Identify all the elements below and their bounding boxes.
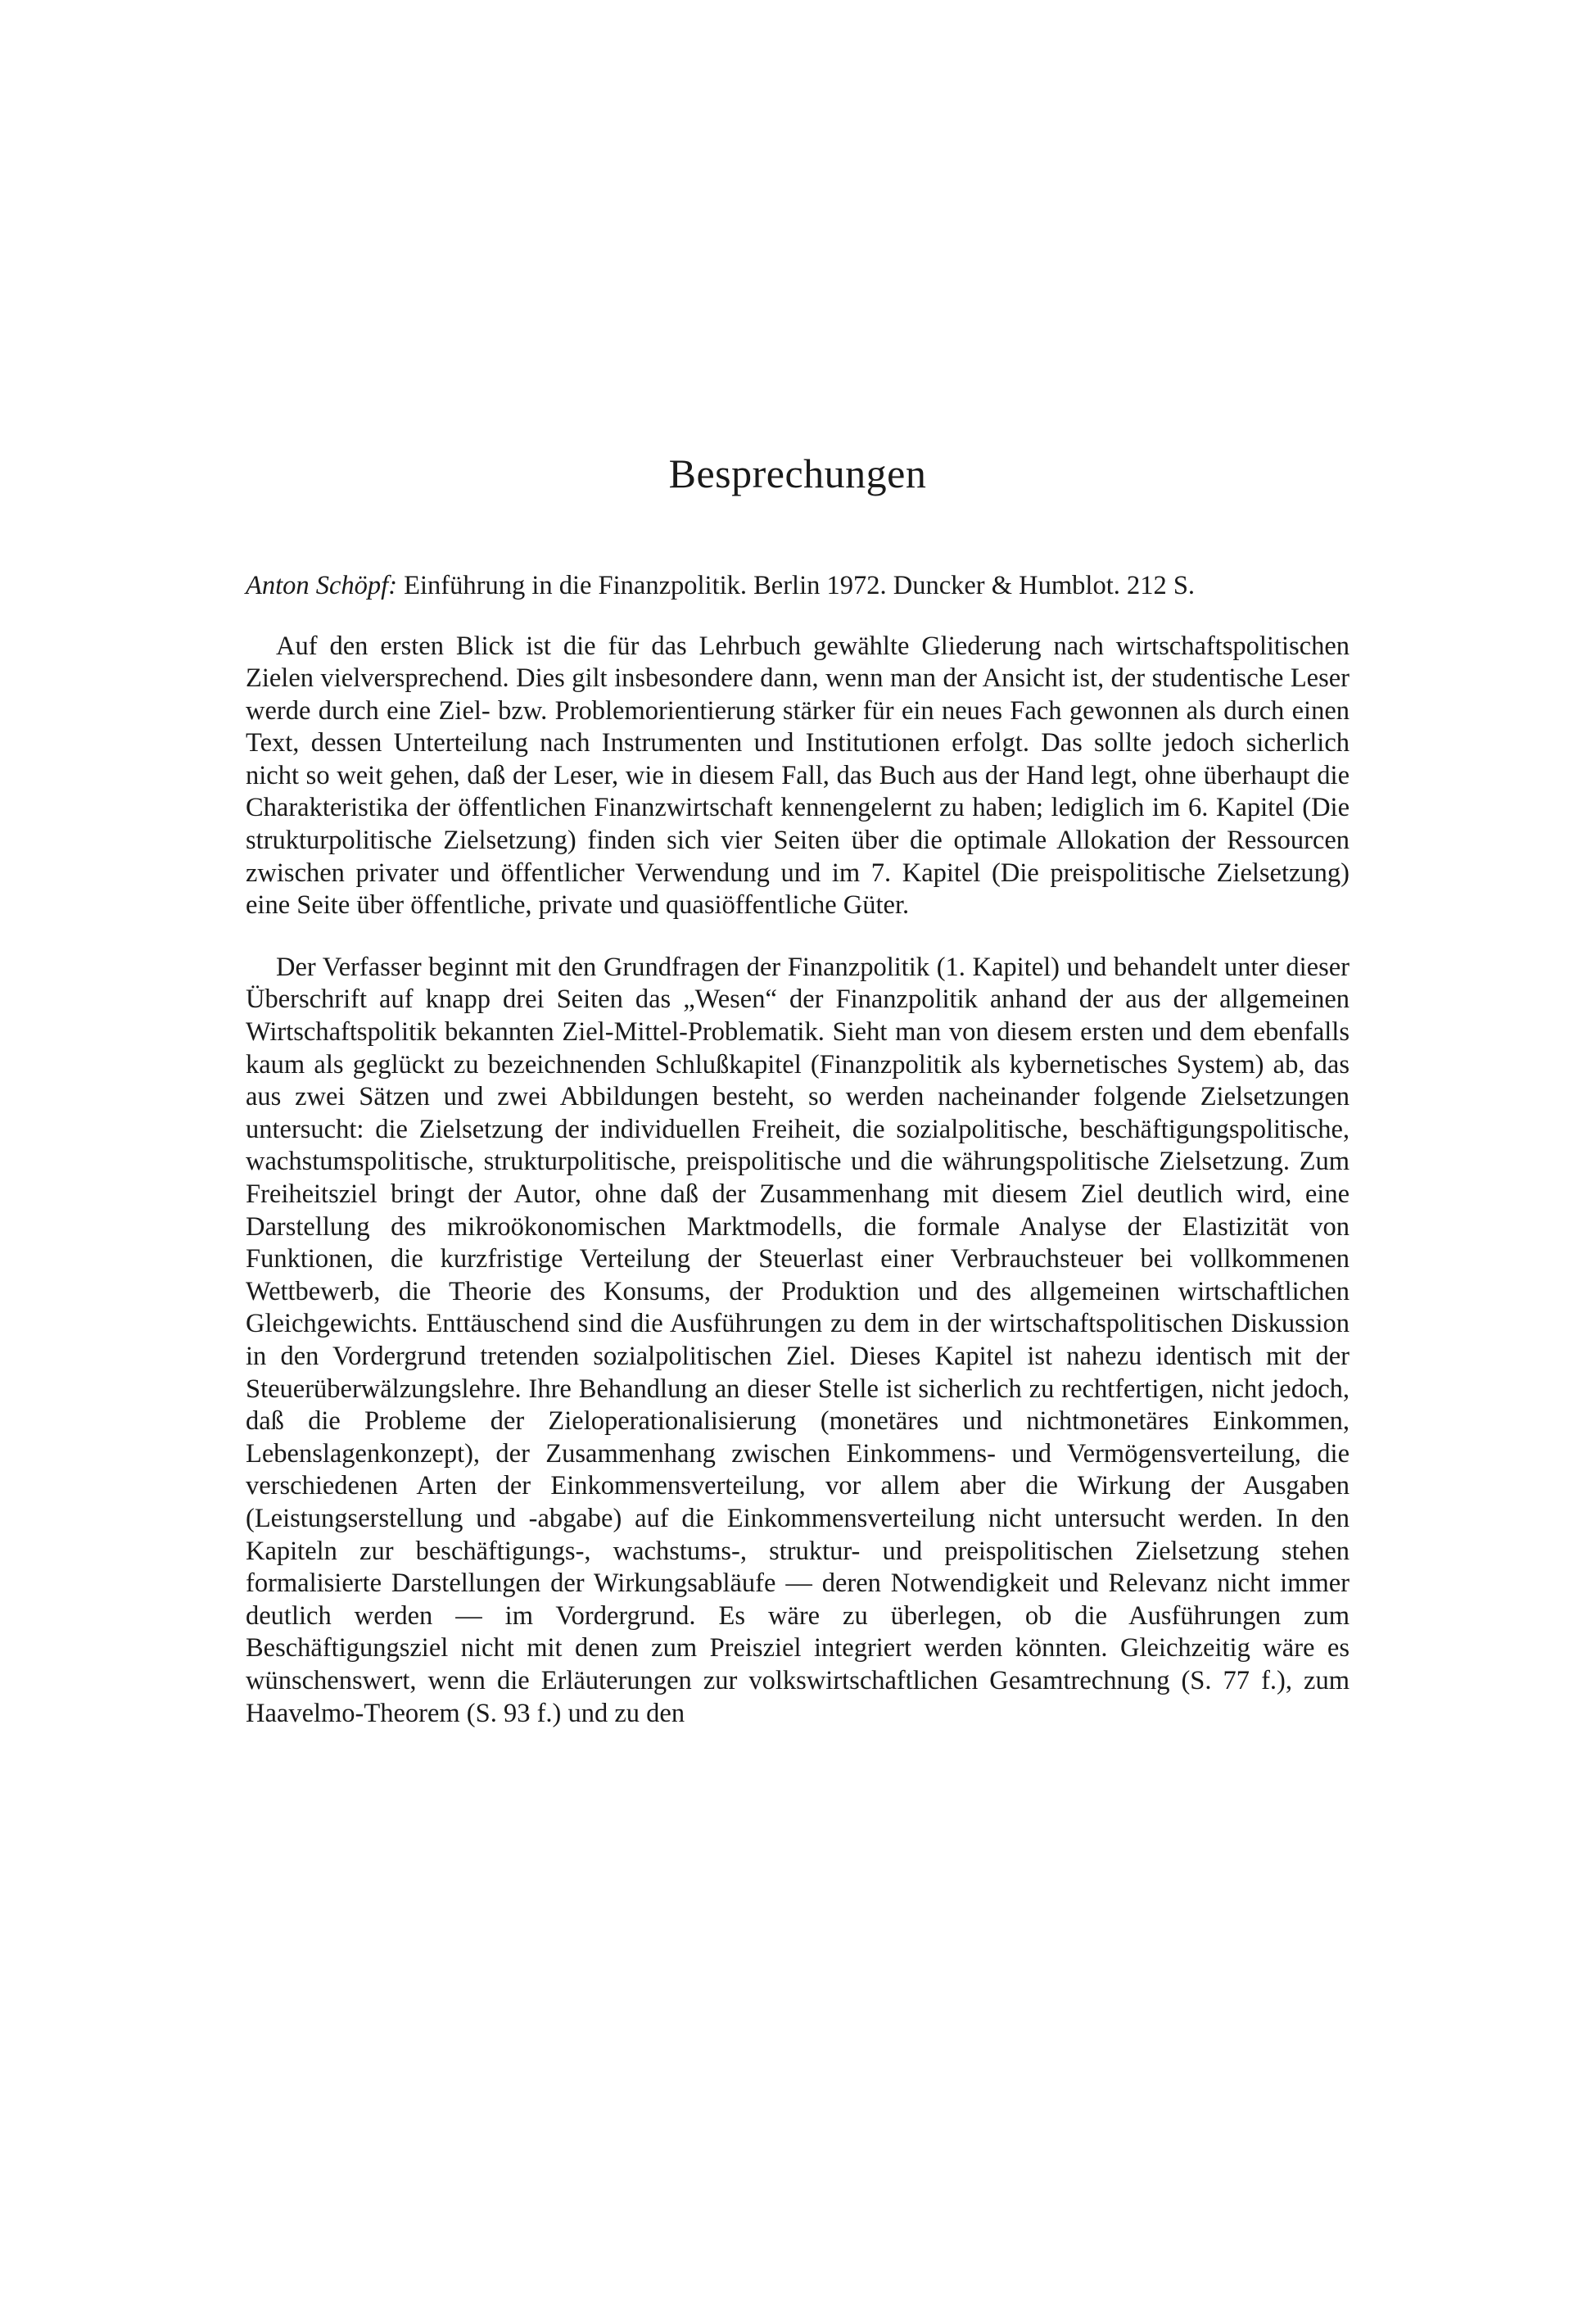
review-paragraph-1: Auf den ersten Blick ist die für das Lehrbuch gewählte Gliederung nach wirtschaftspolitischen Zielen vielversprechend. Dies gilt insbesondere dann, wenn man der Ansicht ist, der studentische Leser werde durch eine Ziel- bzw. Problemorientierung stärker für ein neues Fach gewonnen als durch einen Text, dessen Unterteilung nach Instrumenten und Institutionen erfolgt. Das sollte jedoch sicherlich nicht so weit gehen, daß der Leser, wie in diesem Fall, das Buch aus der Hand legt, ohne überhaupt die Charakteristika der öffentlichen Finanzwirtschaft kennengelernt zu haben; lediglich im 6. Kapitel (Die strukturpolitische Zielsetzung) finden sich vier Seiten über die optimale Allokation der Ressourcen zwischen privater und öffentlicher Verwendung und im 7. Kapitel (Die preispolitische Zielsetzung) eine Seite über öffentliche, private und quasiöffentliche Güter. bbox=[246, 631, 1350, 921]
citation-author: Anton Schöpf: bbox=[246, 571, 398, 600]
citation-details: Einführung in die Finanzpolitik. Berlin 1972. Duncker & Humblot. 212 S. bbox=[397, 571, 1196, 600]
review-page bbox=[246, 449, 1350, 1759]
book-citation bbox=[246, 570, 1350, 603]
review-paragraph-2: Der Verfasser beginnt mit den Grundfragen der Finanzpolitik (1. Kapitel) und behandelt unter dieser Überschrift auf knapp drei Seiten das „Wesen“ der Finanzpolitik anhand der aus der allgemeinen Wirtschaftspolitik bekannten Ziel-Mittel-Problematik. Sieht man von diesem ersten und dem ebenfalls kaum als geglückt zu bezeichnenden Schlußkapitel (Finanzpolitik als kybernetisches System) ab, das aus zwei Sätzen und zwei Abbildungen besteht, so werden nacheinander folgende Zielsetzungen untersucht: die Zielsetzung der individuellen Freiheit, die sozialpolitische, beschäftigungspolitische, wachstumspolitische, strukturpolitische, preispolitische und die währungspolitische Zielsetzung. Zum Freiheitsziel bringt der Autor, ohne daß der Zusammenhang mit diesem Ziel deutlich wird, eine Darstellung des mikroökonomischen Marktmodells, die formale Analyse der Elastizität von Funktionen, die kurzfristige Verteilung der Steuerlast einer Verbrauchsteuer bei vollkommenen Wettbewerb, die Theorie des Konsums, der Produktion und des allgemeinen wirtschaftlichen Gleichgewichts. Enttäuschend sind die Ausführungen zu dem in der wirtschaftspolitischen Diskussion in den Vordergrund tretenden sozialpolitischen Ziel. Dieses Kapitel ist nahezu identisch mit der Steuerüberwälzungslehre. Ihre Behandlung an dieser Stelle ist sicherlich zu rechtfertigen, nicht jedoch, daß die Probleme der Zieloperationalisierung (monetäres und nichtmonetäres Einkommen, Lebenslagenkonzept), der Zusammenhang zwischen Einkommens- und Vermögensverteilung, die verschiedenen Arten der Einkommensverteilung, vor allem aber die Wirkung der Ausgaben (Leistungserstellung und -abgabe) auf die Einkommensverteilung nicht untersucht werden. In den Kapiteln zur beschäftigungs-, wachstums-, struktur- und preispolitischen Zielsetzung stehen formalisierte Darstellungen der Wirkungsabläufe — deren Notwendigkeit und Relevanz nicht immer deutlich werden — im Vordergrund. Es wäre zu überlegen, ob die Ausführungen zum Beschäftigungsziel nicht mit denen zum Preisziel integriert werden könnten. Gleichzeitig wäre es wünschenswert, wenn die Erläuterungen zur volkswirtschaftlichen Gesamtrechnung (S. 77 f.), zum Haavelmo-Theorem (S. 93 f.) und zu den bbox=[246, 952, 1350, 1728]
section-title: Besprechungen bbox=[668, 450, 927, 496]
